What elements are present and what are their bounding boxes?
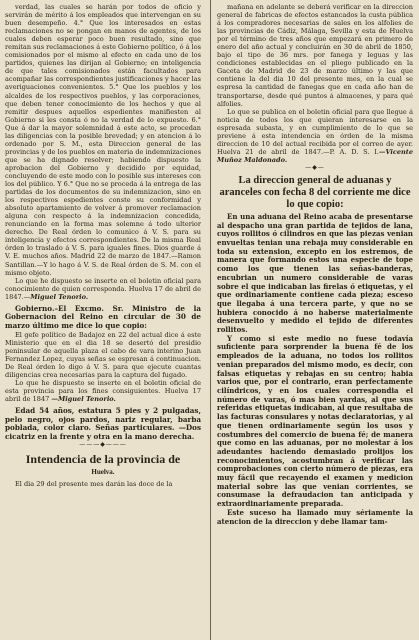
signature: Miguel Tenorio.	[30, 292, 89, 301]
text-paragraph: El dia 29 del presente mes darán las doce de la	[15, 480, 173, 489]
column-divider	[210, 0, 211, 640]
description-paragraph: Edad 54 años, estatura 5 pies y 2 pulgadas, pelo negro, ojos pardos, nariz regular, barba poblada, color claro. Señas particulares. —Dos cicatriz en la frente y otra en la mano derecha.	[5, 405, 201, 441]
text-paragraph: El gefe político de Badajoz en 22 del actual dice á este Ministerio que en el dia 18 se desertó del presidio peninsular de aquella plaza el cabo de vara interino Juan Fernandez Lopez, cuyas señas se espresan á continuacion. De Real órden lo digo á V. S. para que ejecute cuantas diligencias crea necesarias para la captura del fugado.	[5, 330, 201, 379]
text-paragraph: En una aduana del Reino acaba de presentarse al despacho una gran partida de tejidos de lana, cuyos rollitos ó cilindros en que las piezas venian envueltas tenian una rebaja muy considerable en toda su extension, excepto en los estremos, de manera que formando estos una especie de tope como los que tienen las señas-banderas, encubrian un numero considerable de varas sobre el que indicaban las firelas ó etiquetas, y el que ordinariamente contiene cada pieza; esceso que llegaba á una tercera parte, y que no se hubiera conocido á no haberse materialmente desenvuelto y medido el tejido de diferentes rollitos.	[217, 211, 413, 335]
notice-lead: Gobierno.–El Excmo. Sr. Ministro de la Gobernacion del Reino en circular de 30 de marzo último me dice lo que copio:	[5, 303, 201, 330]
text-paragraph: Este suceso ha llamado muy sériamente la atencion de la direccion y debe llamar tam-	[217, 507, 413, 526]
closing-text: Lo que se publica en el boletin oficial para que llegue á noticia de todos los que quieran interesarse en la espresada subasta, y en cumplimiento de lo que se previene á esta intendencia en órden de la misma direccion de 10 del actual recibida por el correo de ayer. Huelva 21 de abril de 1847.—P. A. D. S. I.	[217, 107, 413, 156]
ornament-separator: —◆—	[305, 163, 325, 171]
right-column	[217, 3, 413, 526]
section-subheading: Huelva.	[91, 468, 115, 477]
signature: —Miguel Tenorio.	[51, 394, 116, 403]
closing-paragraph	[5, 379, 201, 403]
signature: —Vicente Muñoz Maldonado.	[217, 147, 413, 164]
closing-paragraph	[217, 108, 413, 164]
section-heading: Intendencia de la provincia de	[25, 452, 181, 467]
closing-paragraph	[5, 277, 201, 301]
text-paragraph: mañana en adelante se deberá verificar en la direccion general de fabricas de efectos estancados la custa pública á los compradores necesarias de sales en los alfolies de las provincias de Cádiz, Málaga, Sevilla y esta de Huelva por el término de tres años que empezará en primero de enero del año actual y concluirán en 30 de abril de 1850, bajo el tipo de 36 mrs. por fanega y leguas y las condiciones establecidas en el pliego publicado en la Gaceta de Madrid de 23 de marzo último y las que contiene la del dia 10 del presente mes, en la cual se espresa la cantidad de fanegas que en cada año han de transportarse, desde qué puntos á almacenes, y para qué alfolies.	[217, 3, 413, 108]
section-heading: La direccion general de aduanas y aranceles con fecha 8 del corriente me dice lo que copio:	[219, 174, 411, 210]
left-column	[5, 3, 201, 488]
text-paragraph: Y como si este medio no fuese todavía suficiente para sorprender la buena fé de los empleados de la aduana, no todos los rollitos venian preparados del mismo modo, es decir, con falsas etiquetas y rebajas en su centro; habia varios que, por el contrario, eran perfectamente cilíndricos, y en los cuales correspondia el número de varas, ó mas bien yardas, al que sus referidas etiquetas indicaban, al que resultaba de las facturas consulares y notas declaratorias, y al que tienen ordinariamente según los usos y costumbres del comercio de buena fé; de manera que como en las aduanas, por no molestar á los adeudantes haciendo demasiado prolijos los reconocimientos, acostumbran á verificar las comprobaciones con cierto número de piezas, era muy fácil que recayendo el examen y medicion material sobre las que venian corrientes, se consumase la defraudacion tan anticipada y extraordinariamente preparada.	[217, 333, 413, 509]
closing-text: Lo que he dispuesto se inserte en el boletin oficial de esta provincia para los fines consiguientes. Huelva 17 abril de 1847	[5, 378, 201, 403]
closing-text: Lo que he dispuesto se inserte en el boletin oficial para conocimiento de quien corresponda. Huelva 17 de abril de 1847.—	[5, 276, 201, 301]
text-paragraph: verdad, las cuales se harán por todos de oficio y servirán de mérito á los empleados que intervengan en su buen desempeño. 4.° Que los interesados en estas reclamaciones no se pongan en manos de agentes, de los cuales deben esperar poco buen resultado, sino que remitan sus reclamaciones á este Gobierno político, ó á los comisionados por el mismo al efecto en cada uno de los partidos, quienes las dirijan al Gobierno; en inteligencia de que tales comisionados están facultados para acompañar las correspondientes justificaciones y hacer las averiguaciones convenientes. 5.° Que los pueblos y los alcaldes de los respectivos pueblos, y las corporaciones, que deben tener conocimiento de los hechos y que al remitir despues aquellos espedientes manifiesten al Gobierno si les consta ó no la verdad de lo expuesto. 6.° Que á dar la mayor solemnidad á este acto, se procedan las diligencias con la posible brevedad; y en atencion á lo ordenado por S. M., esta Direccion general de las provincias y de los pueblos en materia de indemnizaciones que se ha dignado resolver; habiendo dispuesto la aprobacion del Gobierno y decidido por equidad, concluyendo de este modo con lo posible sus intereses con los del público. Y 6.° Que no se proceda á la entrega de las partidas de los documentos de su indemnizacion, sino en los respectivos espedientes conste su conformidad y absoluto apartamiento de volver á promover reclamacion alguna con respecto á la indemnizacion concedida, renunciando en la forma mas solemne á todo ulterior derecho. De Real órden lo comunico á V. S. para su inteligencia y efectos correspondientes. De la misma Real órden lo traslado á V. S. para iguales fines. Dios guarde á V. E. muchos años. Madrid 22 de marzo de 1847.—Ramon Santillan.—Y lo hago á V. S. de Real órden de S. M. con el mismo objeto.	[5, 3, 201, 277]
ornament-separator: ———◆———	[79, 441, 127, 449]
